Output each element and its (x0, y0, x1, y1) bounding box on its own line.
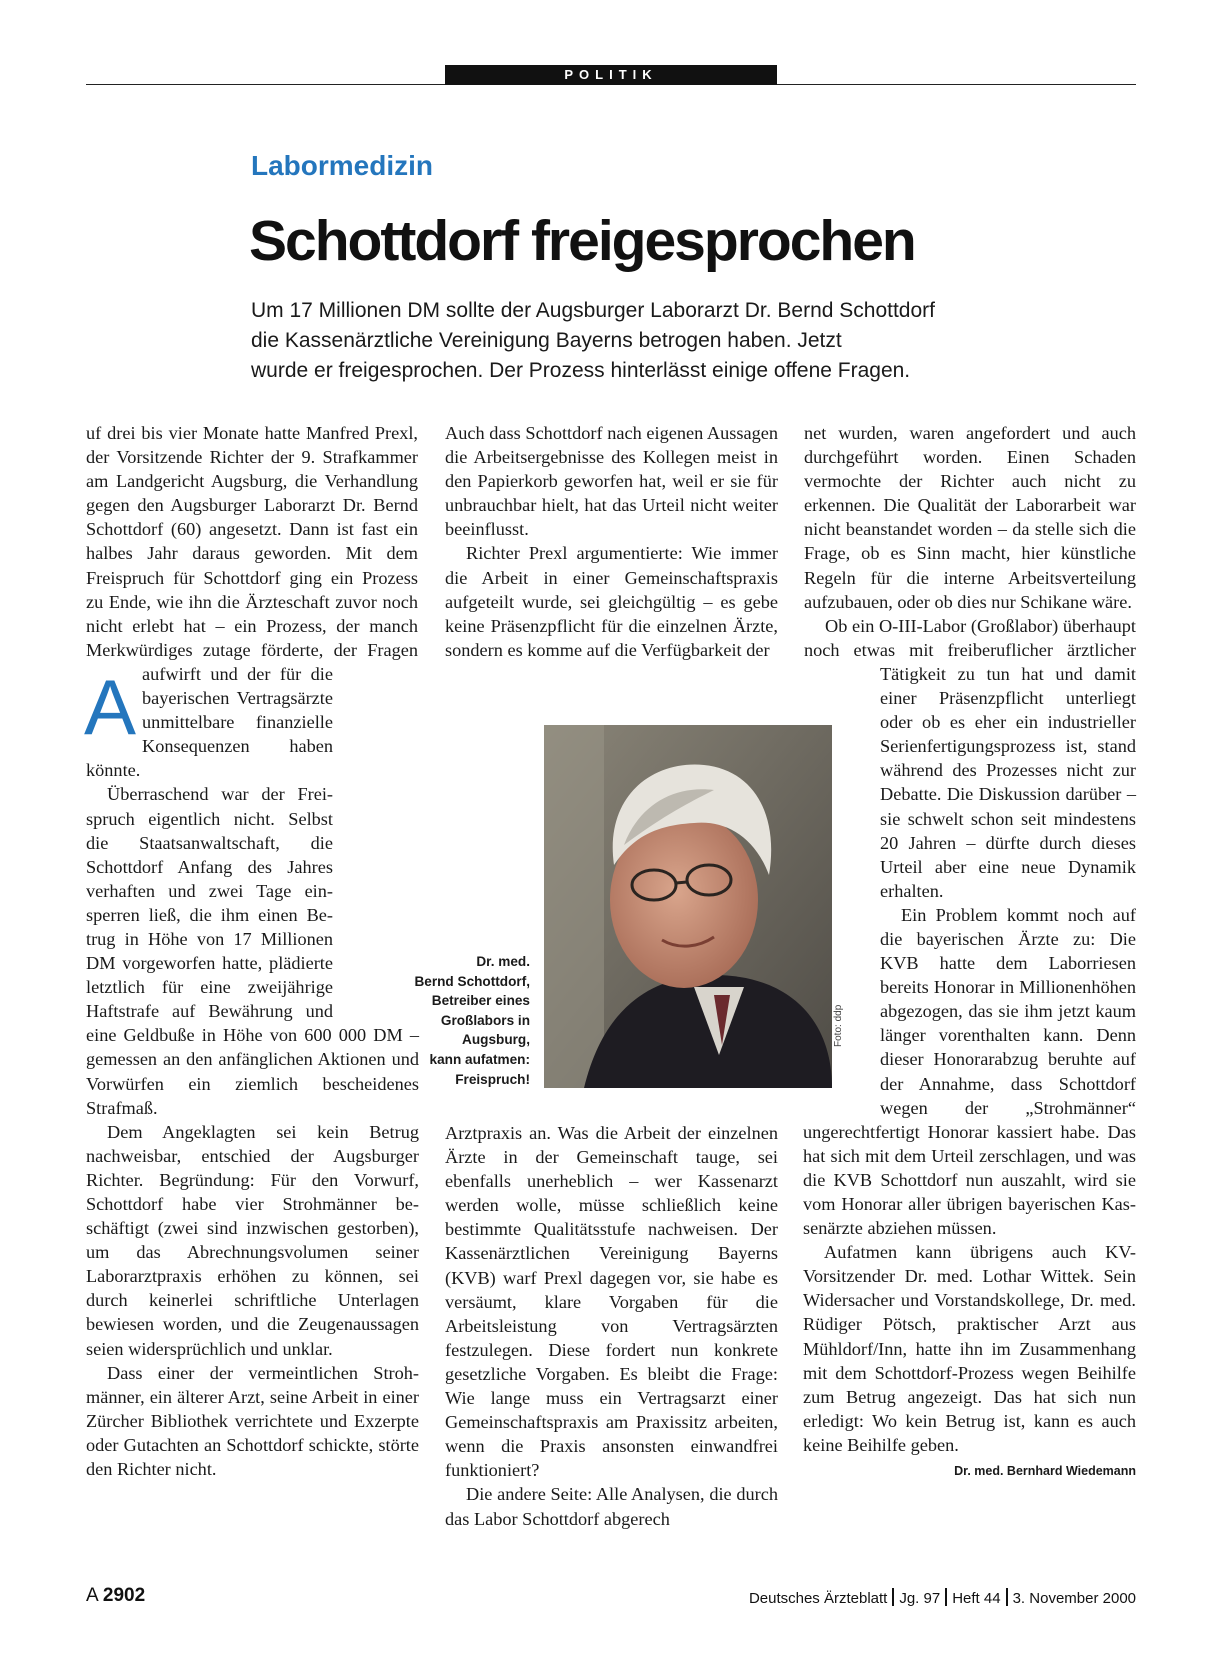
journal-name: Deutsches Ärzteblatt (748, 1590, 888, 1607)
paragraph: Überraschend war der Freispruch eigentlich nicht. Selbst die Staatsanwaltschaft, die Schottdorf Anfang des Jahres verhaften und zwei Tage einsperren ließ, die ihm einen Betrug in Höhe von 17 Millionen DM vorgeworfen hatte, plädierte letztlich für eine zweijährige Haftstrafe auf Bewährung und eine Geldbuße in Höhe von 600 000 DM – gemessen an den anfänglichen Aktionen und Vorwürfen ein ziemlich bescheidenes Strafmaß. (86, 784, 419, 1118)
portrait-image (544, 725, 832, 1088)
paragraph: Auch dass Schottdorf nach eigenen Aussagen die Arbeitsergebnisse des Kollegen meist in den Papierkorb geworfen hat, weil er sie für unbrauchbar hielt, hat das Urteil nicht weiter beeinflusst. (445, 423, 778, 540)
caption-line: Freispruch! (455, 1071, 530, 1087)
paragraph: Aufatmen kann übrigens auch KV-Vorsitzender Dr. med. Lothar Wittek. Sein Widersacher und Vorstandskollege, Dr. med. Rüdiger Pötsch, praktischer Arzt aus Mühldorf/Inn, hatte ihn im Zusammenhang mit dem Schottdorf-Prozess wegen Beihilfe zum Betrug angezeigt. Das hat sich nun erledigt: Wo kein Betrug ist, kann es auch keine Beihilfe geben. Dr. med. Bernhard Wiedemann (803, 1240, 1136, 1457)
author-byline: Dr. med. Bernhard Wiedemann (954, 1464, 1136, 1479)
journal-issue: Heft 44 (952, 1590, 1001, 1607)
photo-credit: Foto: ddp (833, 1004, 844, 1047)
paragraph: Die andere Seite: Alle Analysen, die durch das Labor Schottdorf abgerech (445, 1484, 778, 1529)
journal-volume: Jg. 97 (899, 1590, 941, 1607)
paragraph: A uf drei bis vier Monate hatte Manfred Prexl, der Vorsitzende Richter der 9. Strafkammer am Landgericht Augsburg, die Verhandlung gegen den Augsburger Laborarzt Dr. Bernd Schottdorf (60) angesetzt. Dann ist fast ein halbes Jahr daraus geworden. Mit dem Freispruch für Schottdorf ging ein Prozess zu Ende, wie ihn die Ärzteschaft zuvor noch nicht erlebt hat – ein Prozess, der manch Merkwürdiges zutage förderte, der Fragen aufwirft und der für die bayerischen Vertragsärzte unmittelbare finanzielle Konsequenzen haben könnte. (84, 423, 418, 781)
paragraph: net wurden, waren angefordert und auch durchgeführt worden. Einen Schaden vermochte der Richter auch nicht zu erkennen. Die Qualität der Laborarbeit war nicht beanstandet worden – da stelle sich die Frage, ob es Sinn macht, hier künstliche Regeln für die interne Arbeitsverteilung aufzubauen, oder ob dies nur Schikane wäre. (804, 423, 1136, 612)
paragraph: Dass einer der vermeintlichen Strohmänner, ein älterer Arzt, seine Arbeit in einer Zürcher Bibliothek verrichtete und Exzerpte oder Gutachten an Schottdorf schickte, störte den Richter nicht. (86, 1362, 419, 1480)
lead-line: Um 17 Millionen DM sollte der Augsburger Laborarzt Dr. Bernd Schottdorf (251, 299, 935, 322)
article-lead (251, 296, 1011, 386)
article-kicker: Labormedizin (251, 150, 434, 181)
page-number: A 2902 (86, 1585, 146, 1606)
photo-caption (370, 952, 530, 1089)
paragraph: Arztpraxis an. Was die Arbeit der einzelnen Ärzte in der Gemeinschaft tauge, sei ebenfalls unerheblich – wer Kassenarzt werden wolle, müsse schließlich keine bestimmte Qualitätsstufe nachweisen. Der Kassenärztlichen Vereinigung Bayerns (KVB) warf Prexl dagegen vor, sie habe es versäumt, klare Vorgaben für die Arbeitsleistung von Vertragsärzten festzulegen. Diese fordert nun konkrete gesetzliche Vorgaben. Es bleibt die Frage: Wie lange muss ein Vertragsarzt einer Gemeinschaftspraxis am Praxissitz arbeiten, wenn die Praxis ansonsten einwandfrei funktioniert? (445, 1123, 778, 1481)
portrait-photo (544, 725, 832, 1088)
caption-line: Bernd Schottdorf, (414, 973, 530, 989)
paragraph: Ob ein O-III-Labor (Großlabor) überhaupt noch etwas mit freiberuflicher ärztlicher Tätigkeit zu tun hat und damit einer Präsenzpflicht unterliegt oder ob es eher ein industrieller Serienfertigungsprozess ist, stand während des Prozesses nicht zur Debatte. Die Diskussion darüber – sie schwelt schon seit mindestens 20 Jahren – dürfte durch dieses Urteil aber eine neue Dynamik erhalten. (804, 615, 1136, 901)
caption-line: Betreiber eines (431, 993, 530, 1009)
caption-line: kann aufatmen: (429, 1051, 530, 1067)
paragraph: Richter Prexl argumentierte: Wie immer die Arbeit in einer Gemeinschaftspraxis aufgeteilt wurde, sei gleichgültig – es gebe keine Präsenzpflicht für die einzelnen Ärzte, sondern es komme auf die Verfügbarkeit der (445, 543, 778, 660)
paragraph: Dem Angeklagten sei kein Betrug nachweisbar, entschied der Augsburger Richter. Begründung: Für den Vorwurf, Schottdorf habe vier Strohmänner beschäftigt (zwei sind inzwischen gestorben), um das Abrechnungsvolumen seiner Laborarztpraxis erhöhen zu können, sei durch keinerlei schriftliche Unterlagen bewiesen worden, und die Zeugenaussagen seien widersprüchlich und unklar. (86, 1121, 419, 1359)
article-column-3 (803, 421, 1136, 1483)
caption-line: Augsburg, (462, 1032, 530, 1048)
drop-cap: A (84, 663, 137, 751)
journal-info (749, 1588, 1136, 1607)
section-label: POLITIK (445, 65, 777, 85)
paragraph: Ein Problem kommt noch auf die bayerischen Ärzte zu: Die KVB hatte dem Laborriesen bereits Honorar in Millionenhöhen abgezogen, das sie ihm jetzt kaum länger vorenthalten kann. Denn dieser Honorarabzug beruhte auf der Annahme, dass Schottdorf wegen der „Strohmänner“ ungerechtfertigt Honorar kassiert habe. Das hat sich mit dem Urteil zerschlagen, und was die KVB Schottdorf nun auszahlt, wird sie vom Honorar aller übrigen bayerischen Kassenärzte abziehen müssen. (803, 904, 1136, 1239)
journal-date: 3. November 2000 (1012, 1590, 1136, 1607)
article-title: Schottdorf freigesprochen (249, 209, 915, 273)
caption-line: Großlabors in (440, 1012, 530, 1028)
article-column-2 (445, 421, 778, 662)
caption-line: Dr. med. (476, 954, 530, 969)
lead-line: wurde er freigesprochen. Der Prozess hinterlässt einige offene Fragen. (251, 359, 911, 382)
lead-line: die Kassenärztliche Vereinigung Bayerns betrogen haben. Jetzt (251, 329, 842, 352)
article-column-2-continued (445, 1121, 778, 1531)
